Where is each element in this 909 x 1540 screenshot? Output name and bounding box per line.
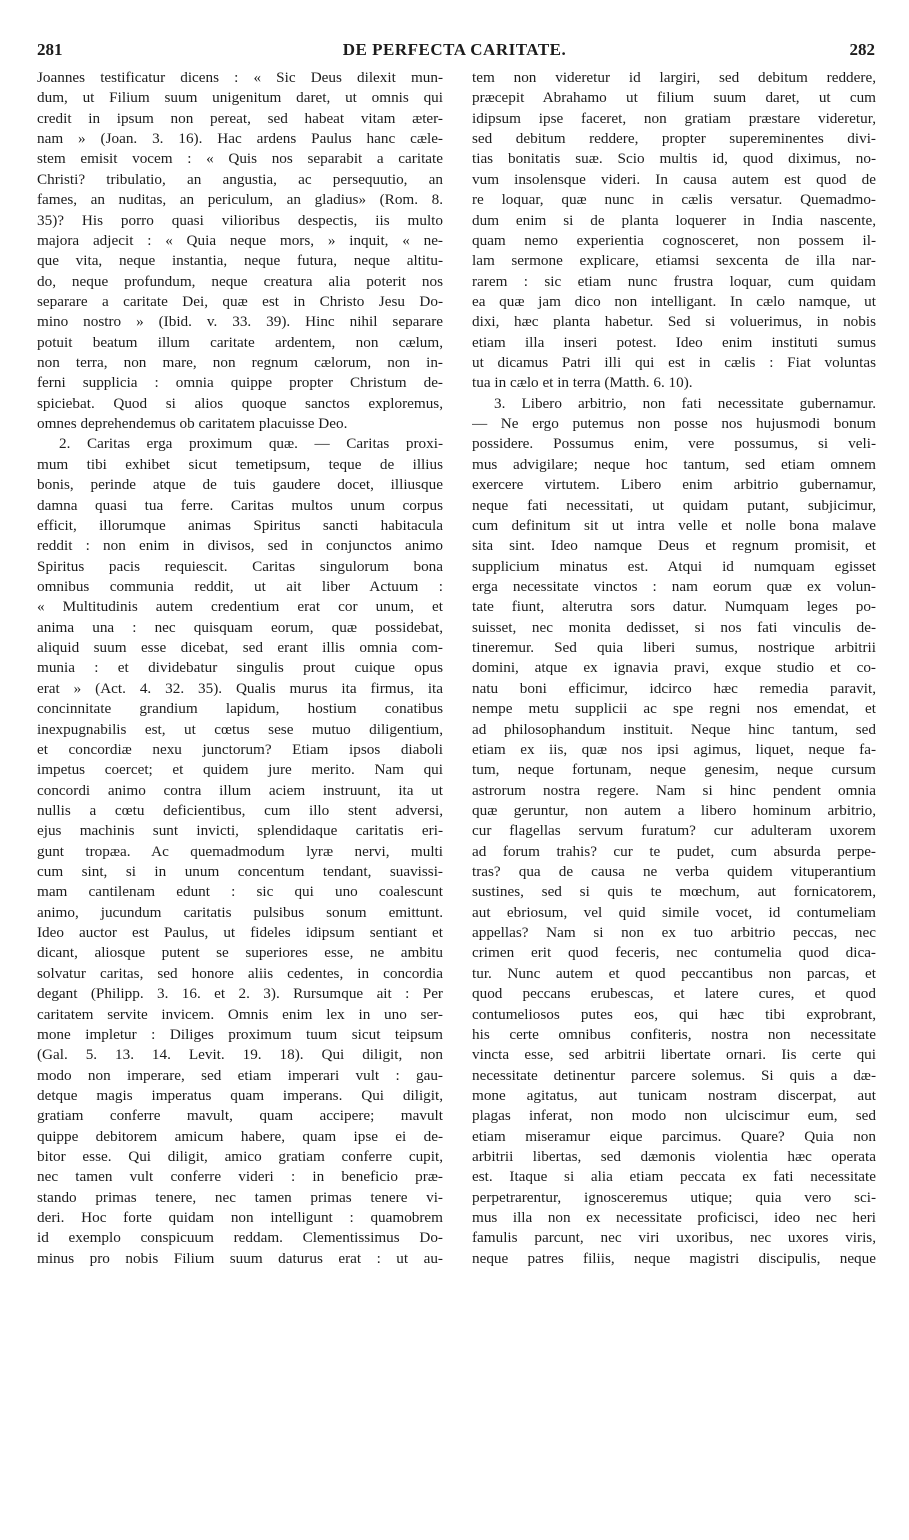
text-line: bitor esse. Qui diligit, amico gratiam conferre cupit, (37, 1148, 443, 1166)
text-line: dicant, aliosque putent se superiores esse, ne ambitu (37, 944, 443, 962)
text-line: que vita, neque instantia, neque futura, neque altitu- (37, 252, 443, 270)
text-line: efficit, illorumque animas Spiritus sancti habitacula (37, 516, 443, 534)
text-line: cur flagellas servum furatum? cur adulteram uxorem (472, 822, 876, 840)
text-line: Ideo auctor est Paulus, ut fideles idipsum sentiant et (37, 924, 443, 942)
text-line: vincta esse, sed arbitrii libertate ornari. Iis certe qui (472, 1046, 876, 1064)
text-line: gunt tropæa. Ac quemadmodum lyræ nervi, multi (37, 842, 443, 860)
text-line: crimen erit quod feceris, nec contumelia quod dica- (472, 944, 876, 962)
text-line: famulis parcunt, nec viri uxoribus, nec uxores viris, (472, 1229, 876, 1247)
text-line: caritatem servite invicem. Omnis enim lex in uno ser- (37, 1005, 443, 1023)
text-line: ea quæ jam dico non intelligant. In cælo namque, ut (472, 292, 876, 310)
text-line: tineremur. Sed quia liberi sumus, nostrique arbitrii (472, 639, 876, 657)
text-line: majora adjecit : « Quia neque mors, » inquit, « ne- (37, 231, 443, 249)
text-line: nempe metu supplicii ac spe regni nos emendat, et (472, 700, 876, 718)
text-line: re loquar, quæ nunc in cælis versatur. Quemadmo- (472, 191, 876, 209)
running-title: DE PERFECTA CARITATE. (342, 40, 567, 59)
text-line: erat » (Act. 4. 32. 35). Qualis murus ita firmus, ita (37, 679, 443, 697)
text-line: ad forum trahis? cur te pudet, cum absurda perpe- (472, 842, 876, 860)
text-line: et concordiæ nexu junctorum? Etiam ipsos diaboli (37, 740, 443, 758)
text-line: 35)? His porro quasi vilioribus despectis, iis multo (37, 211, 443, 229)
text-line: mam cantilenam edunt : sic qui uno coalescunt (37, 883, 443, 901)
text-line: est. Itaque si alia etiam peccata ex fati necessitate (472, 1168, 876, 1186)
text-line: dum enim si de planta loquerer in India nascente, (472, 211, 876, 229)
text-line: ejus machinis sunt invicti, splendidaque caritatis eri- (37, 822, 443, 840)
text-line: etiam ex iis, quæ nos ipsi agimus, liquet, neque fa- (472, 740, 876, 758)
text-line: id exemplo conspicuum reddam. Clementissimus Do- (37, 1229, 443, 1247)
text-line: (Gal. 5. 13. 14. Levit. 19. 18). Qui diligit, non (37, 1046, 443, 1064)
text-line: munia : et dividebatur singulis prout cuique opus (37, 659, 443, 677)
text-line: his certe omnibus confiteris, nostra non necessitate (472, 1025, 876, 1043)
text-line: stando primas tenere, nec tamen primas tenere vi- (37, 1188, 443, 1206)
text-line: bonis, perinde atque de tuis gaudere docet, illiusque (37, 476, 443, 494)
text-line: do, neque profundum, neque creatura alia poterit nos (37, 272, 443, 290)
text-line: 3. Libero arbitrio, non fati necessitate gubernamur. (494, 394, 876, 412)
text-line: modo non imperare, sed etiam imperari vult : gau- (37, 1066, 443, 1084)
text-line: tua in cælo et in terra (Matth. 6. 10). (472, 374, 693, 392)
text-line: erga necessitate vinctos : nam eorum quæ ex volun- (472, 577, 876, 595)
text-line: detque magis imperatus quam imperans. Qui diligit, (37, 1086, 443, 1104)
text-line: suisset, nec monita dedisset, si nos fati vinculis de- (472, 618, 876, 636)
text-line: Joannes testificatur dicens : « Sic Deus dilexit mun- (37, 69, 443, 86)
text-line: anima una : nec quisquam eorum, quæ possidebat, (37, 618, 443, 636)
text-line: ferni supplicia : omnia quippe propter Christum de- (37, 374, 443, 392)
text-line: tras? qua de causa ne verba quidem vituperantium (472, 863, 876, 881)
text-line: astrorum nostra regere. Nam si hinc pendent omnia (472, 781, 876, 799)
text-line: domini, atque ex ignavia pravi, exque studio et co- (472, 659, 876, 677)
text-line: nullis a cœtu deficientibus, cum illo stent adversi, (37, 801, 443, 819)
text-line: contumeliosos putes eos, qui hæc tibi exprobrant, (472, 1005, 876, 1023)
text-line: mone impletur : Diliges proximum tuum sicut teipsum (37, 1025, 443, 1043)
text-line: natu boni efficimur, idcirco hæc remedia paravit, (472, 679, 876, 697)
text-line: Spiritus pacis requiescit. Caritas singulorum bona (37, 557, 443, 575)
text-line: quod peccans erubescas, et latere cures, et quod (472, 985, 876, 1003)
text-line: necessitate detinentur parcere solemus. Si quis a dæ- (472, 1066, 876, 1084)
text-line: mus advigilare; neque hoc tantum, sed etiam omnem (472, 455, 876, 473)
text-line: exercere virtutem. Libero enim arbitrio gubernamur, (472, 476, 876, 494)
text-line: quæ geruntur, non autem a libero hominum arbitrio, (472, 801, 876, 819)
page-number-right: 282 (849, 40, 875, 59)
text-line: nec tamen vult conferre videri : in beneficio præ- (37, 1168, 443, 1186)
text-line: non terra, non mare, non regnum cælorum, non in- (37, 354, 443, 372)
text-line: concinnitate grandium lapidum, hostium conatibus (37, 700, 443, 718)
text-line: stem emisit vocem : « Quis nos separabit a caritate (37, 150, 443, 168)
text-line: inexpugnabilis est, ut cœtus sese mutuo diligentium, (37, 720, 443, 738)
text-line: tur. Nunc autem et quod peccantibus non parcas, et (472, 964, 876, 982)
text-line: neque patres filiis, neque magistri discipulis, neque (472, 1249, 876, 1267)
text-line: solvatur caritas, sed honore aliis cedentes, in concordia (37, 964, 443, 982)
text-line: aliquid suum esse dicebat, sed erant illis omnia com- (37, 639, 443, 657)
text-line: ut dicamus Patri illi qui est in cælis : Fiat voluntas (472, 354, 876, 372)
text-line: sita sint. Ideo namque Deus et regnum promisit, et (472, 537, 876, 555)
text-line: tem non videretur id largiri, sed debitum reddere, (472, 69, 876, 86)
text-line: mino nostro » (Ibid. v. 33. 39). Hinc nihil separare (37, 313, 443, 331)
text-line: plagas inferat, non modo non ulciscimur eum, sed (472, 1107, 876, 1125)
text-line: tias bonitatis suæ. Scio multis id, quod diximus, no- (472, 150, 876, 168)
text-line: 2. Caritas erga proximum quæ. — Caritas proxi- (59, 435, 443, 453)
text-line: quam nemo experientia cognosceret, non possem il- (472, 231, 876, 249)
text-line: lam sermone explicare, etiamsi sexcenta de illa nar- (472, 252, 876, 270)
text-line: aut ebriosum, vel quid simile vocet, id contumeliam (472, 903, 876, 921)
text-line: omnibus communia reddit, ut ait liber Actuum : (37, 577, 443, 595)
text-line: spiciebat. Quod si alios quoque sanctos exploremus, (37, 394, 443, 412)
text-line: animo, jucundum caritatis pulsibus sonum emittunt. (37, 903, 443, 921)
right-text-column (472, 68, 876, 1269)
text-line: gratiam conferre mavult, quam accipere; mavult (37, 1107, 443, 1125)
text-line: degant (Philipp. 3. 16. et 2. 3). Rursumque ait : Per (37, 985, 443, 1003)
text-line: concordi animo contra illum aciem instruunt, ita ut (37, 781, 443, 799)
text-line: quippe debitorem amicum habere, quam ipse ei de- (37, 1127, 443, 1145)
text-line: idipsum ipse faceret, non gratiam præstare videretur, (472, 109, 876, 127)
text-line: perpetrarentur, ignosceremus utique; quia vero sci- (472, 1188, 876, 1206)
text-line: fames, an nuditas, an periculum, an gladius» (Rom. 8. (37, 191, 443, 209)
text-line: etiam miseramur eique parcimus. Quare? Quia non (472, 1127, 876, 1145)
text-line: etiam illa inseri potest. Ideo enim instituti sumus (472, 333, 876, 351)
text-line: cum definitum sit ut intra velle et nolle bona malave (472, 516, 876, 534)
text-line: neque fati necessitati, ut quidam putant, subjicimur, (472, 496, 876, 514)
text-line: tum, neque fortunam, neque genesim, neque cursum (472, 761, 876, 779)
text-line: ad philosophandum instituit. Neque hinc tantum, sed (472, 720, 876, 738)
text-line: tate fiunt, alterutra sors datur. Numquam leges po- (472, 598, 876, 616)
text-line: credit in ipsum non pereat, sed habeat vitam æter- (37, 109, 443, 127)
text-line: arbitrii libertas, sed dæmonis violentia hæc operata (472, 1148, 876, 1166)
text-line: reddit : non enim in divisos, sed in conjunctos animo (37, 537, 443, 555)
left-text-column (37, 68, 443, 1269)
text-line: impetus coercet; et quidem jure merito. Nam qui (37, 761, 443, 779)
text-line: omnes deprehendemus ob caritatem placuisse Deo. (37, 415, 348, 433)
text-line: dixi, hæc planta habetur. Sed si voluerimus, in nobis (472, 313, 876, 331)
text-line: mum tibi exhibet sicut temetipsum, teque de illius (37, 455, 443, 473)
text-line: vum insolensque videri. In causa autem est quod de (472, 170, 876, 188)
text-line: — Ne ergo putemus non posse nos hujusmodi bonum (472, 415, 876, 433)
text-line: appellas? Nam si non ex tuo arbitrio peccas, nec (472, 924, 876, 942)
text-line: nam » (Joan. 3. 16). Hac ardens Paulus hanc cæle- (37, 130, 443, 148)
text-line: cum sint, si in unum concentum tendant, suavissi- (37, 863, 443, 881)
text-line: supplicium minatus est. Atqui id numquam egisset (472, 557, 876, 575)
text-line: « Multitudinis autem credentium erat cor unum, et (37, 598, 443, 616)
text-line: præcepit Abrahamo ut filium suum daret, ut cum (472, 89, 876, 107)
text-line: damna quasi tua ferre. Caritas multos unum corpus (37, 496, 443, 514)
text-line: deri. Hoc forte quidam non intelligunt : quamobrem (37, 1209, 443, 1227)
text-line: mus illa non ex necessitate proficisci, ideo nec heri (472, 1209, 876, 1227)
text-line: Christi? tribulatio, an angustia, ac persequutio, an (37, 170, 443, 188)
text-line: possidere. Possumus enim, vere possumus, si veli- (472, 435, 876, 453)
text-line: rarem : sic etiam nunc frustra loquar, cum quidam (472, 272, 876, 290)
text-line: potuit beatum illum caritate ardentem, non cælum, (37, 333, 443, 351)
text-line: mone agitatus, aut tunicam nostram discerpat, aut (472, 1086, 876, 1104)
text-line: dum, ut Filium suum unigenitum daret, ut omnis qui (37, 89, 443, 107)
text-line: sed debitum reddere, propter supereminentes divi- (472, 130, 876, 148)
text-line: separare a caritate Dei, quæ est in Christo Jesu Do- (37, 292, 443, 310)
text-line: minus pro nobis Filium suum daturus erat : ut au- (37, 1249, 443, 1267)
page-number-left: 281 (37, 40, 63, 59)
text-line: sustines, sed si quis te mœchum, aut fornicatorem, (472, 883, 876, 901)
